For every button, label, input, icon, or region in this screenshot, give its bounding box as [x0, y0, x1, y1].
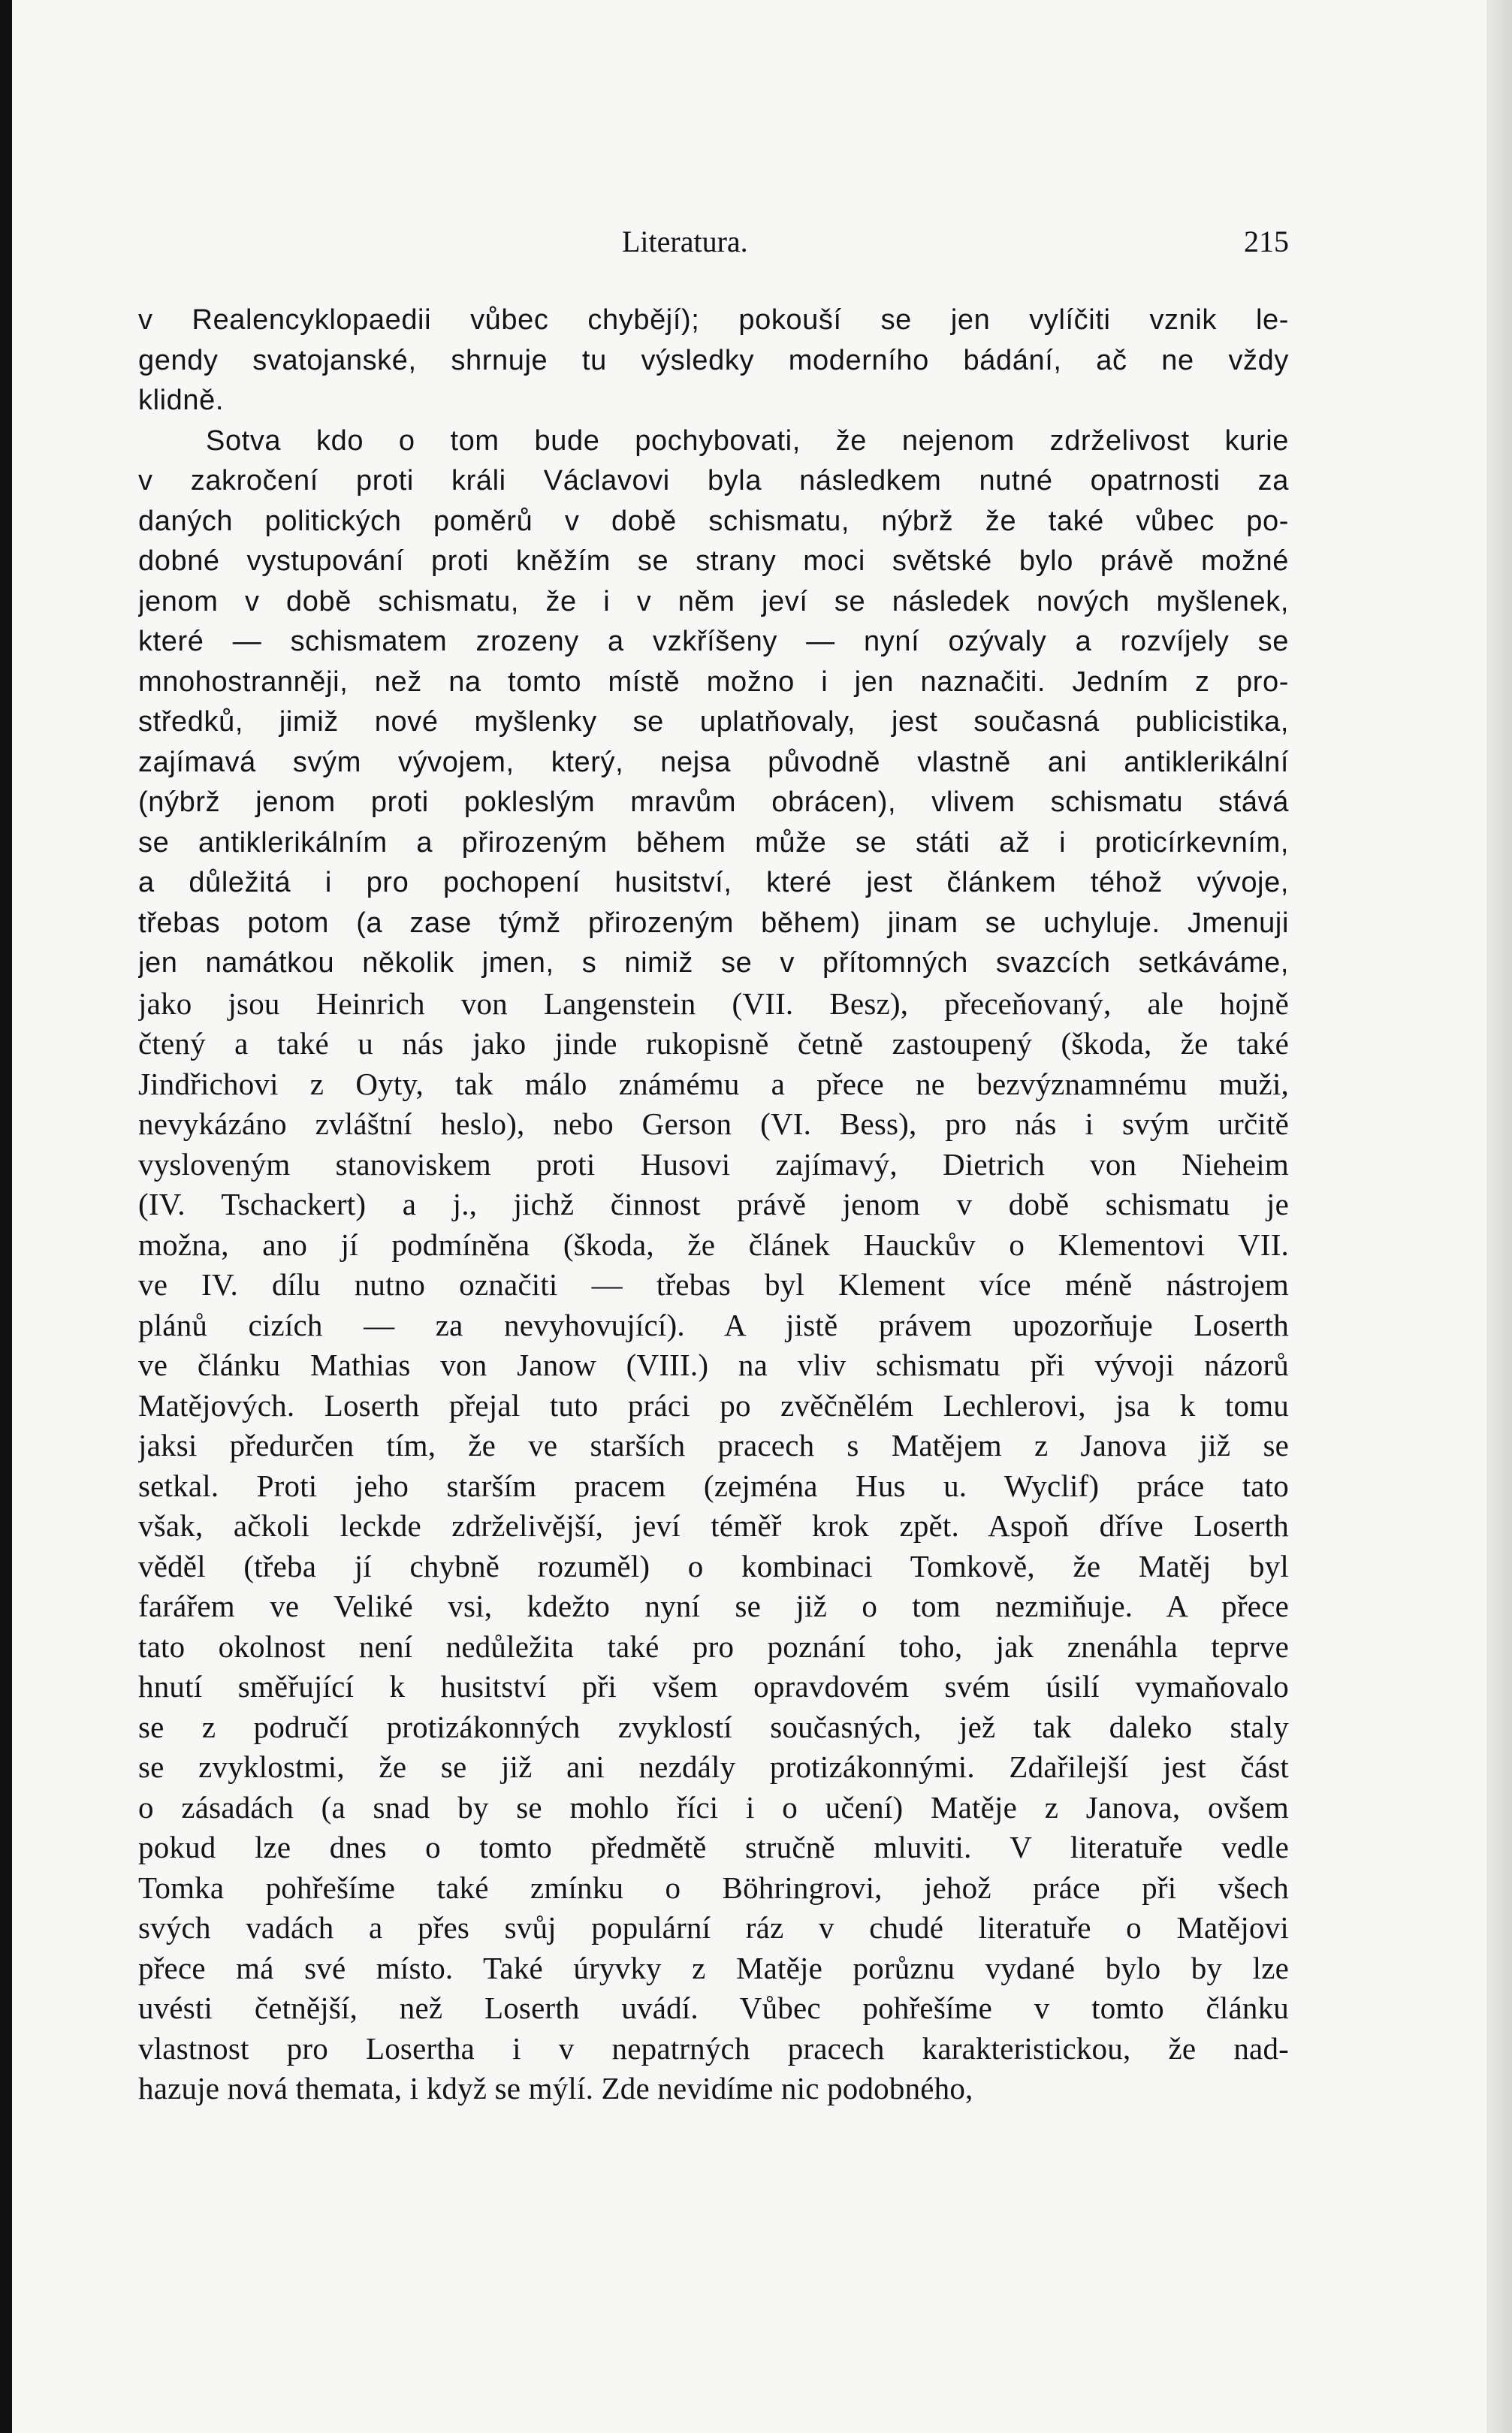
text-line: o zásadách (a snad by se mohlo říci i o učení) Matěje z Janova, ovšem	[138, 1789, 1289, 1825]
page-number: 215	[1244, 225, 1289, 258]
text-line: farářem ve Veliké vsi, kdežto nyní se již o tom nezmiňuje. A přece	[138, 1589, 1289, 1623]
text-line: v zakročení proti králi Václavovi byla následkem nutné opatrnosti za	[138, 465, 1289, 497]
body-text	[138, 300, 1289, 2109]
text-line: však, ačkoli leckde zdrželivější, jeví téměř krok zpět. Aspoň dříve Loserth	[138, 1508, 1289, 1543]
text-line: ve článku Mathias von Janow (VIII.) na vliv schismatu při vývoji názorů	[138, 1348, 1289, 1382]
text-line: plánů cizích — za nevyhovující). A jistě právem upozorňuje Loserth	[138, 1307, 1289, 1342]
text-line: možna, ano jí podmíněna (škoda, že článek Hauckův o Klementovi VII.	[138, 1227, 1289, 1262]
text-line: (IV. Tschackert) a j., jichž činnost právě jenom v době schismatu je	[138, 1187, 1289, 1221]
text-line: přece má své místo. Také úryvky z Matěje porůznu vydané bylo by lze	[138, 1950, 1289, 1985]
text-line: se zvyklostmi, že se již ani nezdály protizákonnými. Zdařilejší jest část	[138, 1749, 1289, 1784]
text-line: (nýbrž jenom proti pokleslým mravům obrácen), vlivem schismatu stává	[138, 786, 1289, 818]
text-line: Sotva kdo o tom bude pochybovati, že nejenom zdrželivost kurie	[206, 424, 1289, 457]
text-line: jen namátkou několik jmen, s nimiž se v přítomných svazcích setkáváme,	[138, 947, 1289, 979]
text-line: jako jsou Heinrich von Langenstein (VII. Besz), přeceňovaný, ale hojně	[138, 986, 1289, 1021]
text-line: mnohostranněji, než na tomto místě možno i jen naznačiti. Jedním z pro-	[138, 666, 1289, 698]
text-line: dobné vystupování proti kněžím se strany moci světské bylo právě možné	[138, 545, 1289, 577]
text-line: nevykázáno zvláštní heslo), nebo Gerson (VI. Bess), pro nás i svým určitě	[138, 1106, 1289, 1141]
text-line: hnutí směřující k husitství při všem opravdovém svém úsilí vymaňovalo	[138, 1669, 1289, 1704]
text-line: se z područí protizákonných zvyklostí současných, jež tak daleko staly	[138, 1709, 1289, 1744]
text-line: vysloveným stanoviskem proti Husovi zajímavý, Dietrich von Nieheim	[138, 1146, 1289, 1182]
text-line: klidně.	[138, 385, 225, 416]
text-line: v Realencyklopaedii vůbec chybějí); pokouší se jen vylíčiti vznik le-	[138, 304, 1289, 336]
text-line: uvésti četnější, než Loserth uvádí. Vůbec pohřešíme v tomto článku	[138, 1991, 1289, 2025]
scan-border-right	[1486, 0, 1512, 2433]
text-line: Matějových. Loserth přejal tuto práci po zvěčnělém Lechlerovi, jsa k tomu	[138, 1387, 1289, 1423]
text-line: které — schismatem zrozeny a vzkříšeny — nyní ozývaly a rozvíjely se	[138, 626, 1289, 657]
text-line: gendy svatojanské, shrnuje tu výsledky moderního bádání, ač ne vždy	[138, 344, 1289, 376]
text-line: jenom v době schismatu, že i v něm jeví se následek nových myšlenek,	[138, 585, 1289, 617]
text-line: středků, jimiž nové myšlenky se uplatňovaly, jest současná publicistika,	[138, 706, 1289, 738]
text-line: setkal. Proti jeho starším pracem (zejména Hus u. Wyclif) práce tato	[138, 1468, 1289, 1503]
text-line: čtený a také u nás jako jinde rukopisně četně zastoupený (škoda, že také	[138, 1026, 1289, 1061]
text-line: hazuje nová themata, i když se mýlí. Zde nevidíme nic podobného,	[138, 2071, 973, 2105]
text-line: svých vadách a přes svůj populární ráz v chudé literatuře o Matějovi	[138, 1910, 1289, 1945]
text-line: a důležitá i pro pochopení husitství, které jest článkem téhož vývoje,	[138, 867, 1289, 898]
text-line: třebas potom (a zase týmž přirozeným během) jinam se uchyluje. Jmenuji	[138, 907, 1289, 939]
text-line: se antiklerikálním a přirozeným během může se státi až i proticírkevním,	[138, 826, 1289, 859]
text-line: ve IV. dílu nutno označiti — třebas byl Klement více méně nástrojem	[138, 1267, 1289, 1302]
running-header	[622, 222, 1289, 261]
text-line: daných politických poměrů v době schismatu, nýbrž že také vůbec po-	[138, 505, 1289, 537]
scan-border-left	[0, 0, 12, 2433]
text-line: věděl (třeba jí chybně rozuměl) o kombinaci Tomkově, že Matěj byl	[138, 1548, 1289, 1583]
text-line: zajímavá svým vývojem, který, nejsa původně vlastně ani antiklerikální	[138, 746, 1289, 778]
text-line: vlastnost pro Losertha i v nepatrných pracech karakteristickou, že nad-	[138, 2030, 1289, 2066]
header-title: Literatura.	[622, 225, 748, 258]
text-line: jaksi předurčen tím, že ve starších pracech s Matějem z Janova již se	[138, 1428, 1289, 1463]
text-line: Tomka pohřešíme také zmínku o Böhringrovi, jehož práce při všech	[138, 1870, 1289, 1905]
text-line: pokud lze dnes o tomto předmětě stručně mluviti. V literatuře vedle	[138, 1830, 1289, 1864]
text-line: tato okolnost není nedůležita také pro poznání toho, jak znenáhla teprve	[138, 1629, 1289, 1664]
text-line: Jindřichovi z Oyty, tak málo známému a přece ne bezvýznamnému muži,	[138, 1066, 1289, 1101]
